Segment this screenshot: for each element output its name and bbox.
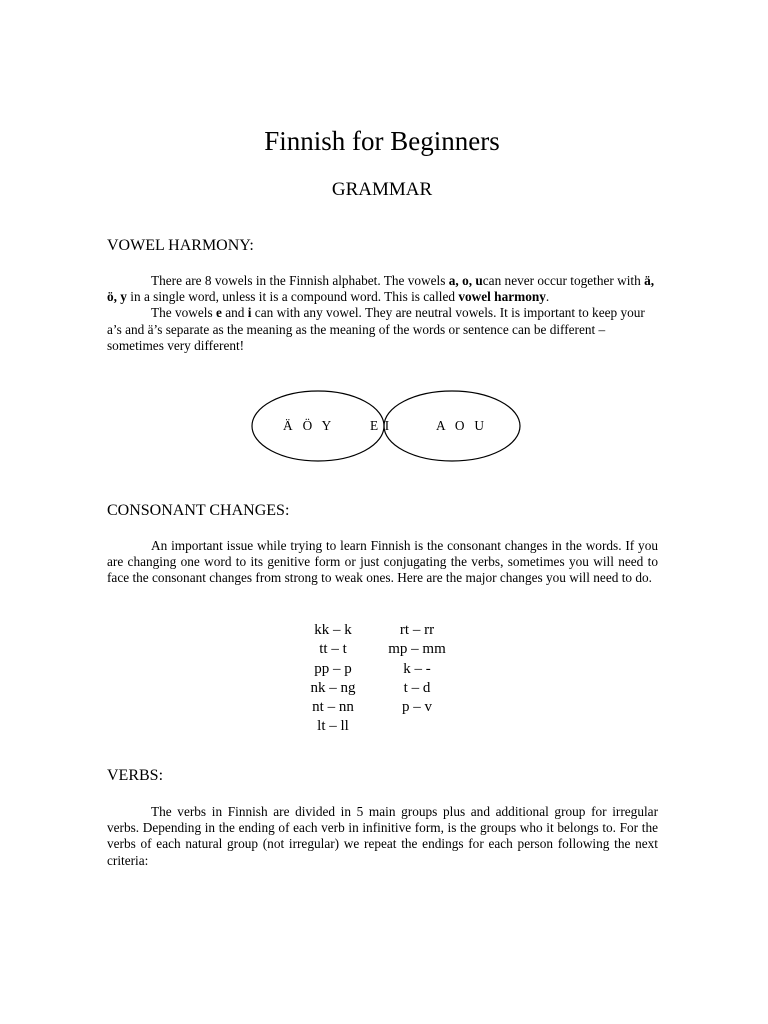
venn-label-neutral-vowels: E I	[370, 418, 390, 433]
consonant-changes-left-column	[296, 621, 370, 737]
document-subtitle: GRAMMAR	[331, 179, 433, 200]
consonant-changes-paragraph: An important issue while trying to learn Finnish is the consonant changes in the words. If you are changing one word to its genitive form or just conjugating the verbs, sometimes you will need to face the consonant changes from strong to weak ones. Here are the major changes you will need to do.	[107, 538, 658, 586]
document-title: Finnish for Beginners	[264, 126, 500, 156]
text-run: can never occur together with	[482, 273, 645, 288]
consonant-change-pair: kk – k	[314, 622, 352, 638]
text-run: and	[221, 305, 248, 321]
vowel-harmony-paragraph-2	[107, 305, 658, 354]
consonant-change-pair: t – d	[403, 679, 431, 696]
consonant-change-pair: pp – p	[314, 660, 352, 677]
consonant-change-pair: nk – ng	[310, 679, 356, 696]
consonant-change-pair: mp – mm	[388, 641, 446, 658]
consonant-change-pair: nt – nn	[312, 699, 354, 716]
consonant-change-pair: tt – t	[319, 641, 347, 658]
heading-consonant-changes: CONSONANT CHANGES:	[107, 502, 290, 519]
text-run: The vowels	[151, 305, 216, 321]
bold-term-vowel-harmony: vowel harmony	[458, 289, 546, 305]
vowel-harmony-text	[107, 273, 658, 354]
consonant-change-pair: k – -	[403, 660, 431, 677]
venn-label-front-vowels: Ä Ö Y	[283, 418, 332, 433]
consonant-change-pair: lt – ll	[317, 718, 349, 735]
verbs-text	[107, 804, 658, 869]
consonant-change-pair: rt – rr	[399, 622, 435, 638]
text-run: .	[545, 289, 550, 305]
bold-vowels-back: a, o, u	[448, 273, 483, 288]
bold-vowel-e: e	[216, 305, 222, 321]
verbs-paragraph: The verbs in Finnish are divided in 5 main groups plus and additional group for irregular verbs. Depending in the ending of each verb in infinitive form, is the groups who it belongs to. For the verbs of each natural group (not irregular) we repeat the endings for each person following the next criteria:	[107, 804, 658, 868]
vowel-harmony-paragraph-1	[107, 273, 658, 305]
text-run: There are 8 vowels in the Finnish alphabet. The vowels	[151, 273, 449, 288]
consonant-changes-right-column	[378, 621, 456, 717]
text-run: in a single word, unless it is a compound word. This is called	[126, 289, 459, 305]
venn-label-back-vowels: A O U	[436, 418, 485, 433]
heading-verbs: VERBS:	[107, 767, 164, 784]
consonant-change-pair: p – v	[402, 699, 432, 716]
heading-vowel-harmony: VOWEL HARMONY:	[107, 237, 254, 254]
bold-vowel-i: i	[247, 305, 252, 321]
bold-vowels-front: ä, ö, y	[107, 273, 655, 305]
text-run: can with any vowel. They are neutral vowels. It is important to keep your a’s and ä’s separate as the meaning as the meaning of the words or sentence can be different – sometimes very different!	[107, 305, 645, 353]
consonant-changes-text	[107, 538, 658, 587]
